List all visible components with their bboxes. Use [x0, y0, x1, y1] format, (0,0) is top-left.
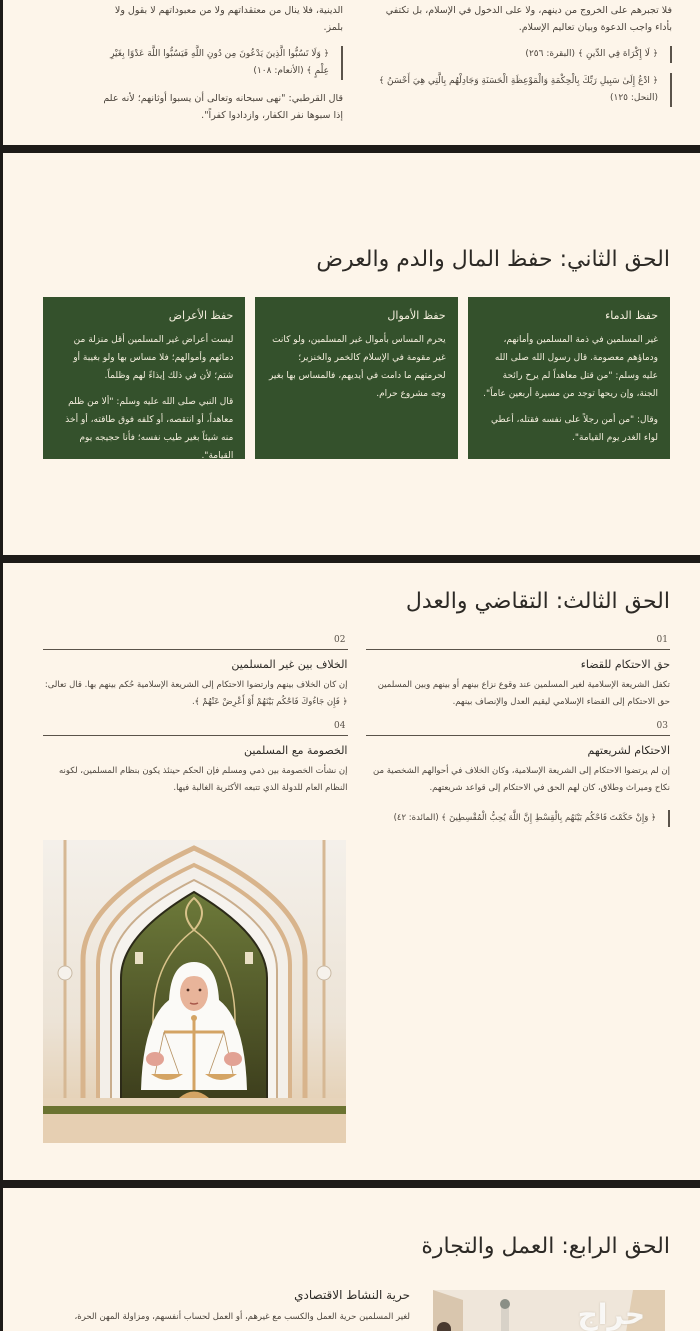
- item-heading: الخصومة مع المسلمين: [243, 744, 348, 757]
- card-text: ليست أعراض غير المسلمين أقل منزلة من دمائهم وأموالهم؛ فلا مساس بها ولو بغيبة أو شتم؛ لأن في ذلك إيذاءً لهم وظلماً.: [73, 335, 234, 381]
- card-heading: حفظ الأعراض: [168, 309, 234, 322]
- slide-litigation-and-justice: [3, 563, 700, 1180]
- slide-title: الحق الثالث: التقاضي والعدل: [405, 589, 670, 614]
- card-property: [255, 297, 457, 459]
- numbered-items-grid: [43, 635, 670, 797]
- numbered-item: [366, 721, 671, 797]
- card-text: يحرم المساس بأموال غير المسلمين، ولو كانت غير مقومة في الإسلام كالخمر والخنزير؛ لحرمتهم ما دامت في أيديهم، فالمساس بها بغير وجه مشروع حرام.: [268, 335, 446, 399]
- quran-quote: ﴿ وَإِنْ حَكَمْتَ فَاحْكُم بَيْنَهُم بِالْقِسْطِ إِنَّ اللَّهَ يُحِبُّ الْمُقْسِطِينَ ﴾ (المائدة: ٤٢): [394, 810, 670, 827]
- judge-with-scales-image: [43, 840, 346, 1143]
- cards-row: [43, 297, 670, 459]
- slide-title: الحق الثاني: حفظ المال والدم والعرض: [316, 247, 670, 272]
- item-number: 01: [366, 635, 671, 650]
- judge-illustration: [43, 840, 346, 1143]
- item-text: تكفل الشريعة الإسلامية لغير المسلمين عند وقوع نزاع بينهم أو بينهم وبين المسلمين حق الاحتكام إلى القضاء الإسلامي ليقيم العدل والإنصاف بينهم.: [377, 680, 670, 707]
- item-text: إن لم يرتضوا الاحتكام إلى الشريعة الإسلامية، وكان الخلاف في أحوالهم الشخصية من نكاح وميراث وطلاق، كان لهم الحق في الاحتكام إلى قواعد شريعتهم.: [372, 766, 670, 793]
- paragraph: الدينية، فلا ينال من معتقداتهم ولا من معبوداتهم لا بقول ولا بلمز.: [114, 5, 343, 33]
- body-text: لغير المسلمين حرية العمل والكسب مع غيرهم، أو العمل لحساب أنفسهم، ومزاولة المهن الحرة،: [74, 1312, 410, 1322]
- quran-quote: ﴿ ادْعُ إِلَىٰ سَبِيلِ رَبِّكَ بِالْحِكْمَةِ وَالْمَوْعِظَةِ الْحَسَنَةِ وَجَادِلْهُم بِالَّتِي هِيَ أَحْسَنُ ﴾ (النحل: ١٢٥): [372, 73, 672, 107]
- item-text: إن نشأت الخصومة بين ذمي ومسلم فإن الحكم حينئذ يكون بنظام المسلمين، لكونه النظام العام للدولة الذي تتبعه الأكثرية الغالبة فيها.: [58, 766, 348, 793]
- slide1-left-column: [93, 0, 343, 134]
- economic-freedom-block: [10, 1288, 410, 1322]
- quran-quote: ﴿ لَا إِكْرَاهَ فِي الدِّينِ ﴾ (البقرة: ٢٥٦): [372, 46, 672, 63]
- card-heading: حفظ الأموال: [387, 309, 446, 322]
- item-heading: حق الاحتكام للقضاء: [580, 658, 670, 671]
- numbered-item: [366, 635, 671, 711]
- subheading: حرية النشاط الاقتصادي: [294, 1288, 410, 1302]
- card-text: قال النبي صلى الله عليه وسلم: "ألا من ظلم معاهداً، أو انتقصه، أو كلفه فوق طاقته، أو أخذ منه شيئاً بغير طيب نفسه؛ فأنا حجيجه يوم القيامة".: [65, 397, 234, 461]
- item-text: إن كان الخلاف بينهم وارتضوا الاحتكام إلى الشريعة الإسلامية حُكم بينهم بها. قال تعالى: ﴿ فَإِن جَاءُوكَ فَاحْكُم بَيْنَهُمْ أَوْ أَعْرِضْ عَنْهُمْ ﴾.: [44, 680, 348, 707]
- card-honor: [43, 297, 245, 459]
- item-number: 03: [366, 721, 671, 736]
- item-number: 04: [43, 721, 348, 736]
- quran-quote: ﴿ وَلَا تَسُبُّوا الَّذِينَ يَدْعُونَ مِن دُونِ اللَّهِ فَيَسُبُّوا اللَّهَ عَدْوًا بِغَيْرِ عِلْمٍ ﴾ (الأنعام: ١٠٨): [93, 46, 343, 80]
- item-number: 02: [43, 635, 348, 650]
- slide-title: الحق الرابع: العمل والتجارة: [421, 1234, 670, 1259]
- qurtubi-note: قال القرطبي: "نهى سبحانه وتعالى أن يسبوا أوثانهم؛ لأنه علم إذا سبوها نفر الكفار، وازدادوا كفراً".: [103, 93, 343, 121]
- slide-work-and-trade: [3, 1188, 700, 1331]
- slide-divider: [0, 145, 700, 153]
- slide-protection-of-property-blood-honor: [3, 153, 700, 555]
- numbered-item: [43, 635, 348, 711]
- item-heading: الاحتكام لشريعتهم: [587, 744, 670, 757]
- slide1-right-column: [372, 0, 672, 117]
- marketplace-illustration: [433, 1290, 665, 1331]
- card-heading: حفظ الدماء: [605, 309, 658, 322]
- card-text: غير المسلمين في ذمة المسلمين وأمانهم، ودماؤهم معصومة. قال رسول الله صلى الله عليه وسلم: "من قتل معاهداً لم يرح رائحة الجنة، وإن ريحها توجد من مسيرة أربعين عاماً".: [483, 335, 658, 399]
- item-heading: الخلاف بين غير المسلمين: [231, 658, 348, 671]
- watermark: حراج: [577, 1298, 645, 1331]
- slide-right-to-belief: [3, 0, 700, 145]
- slide-divider: [0, 555, 700, 563]
- card-text: وقال: "من أمن رجلاً على نفسه فقتله، أعطي لواء الغدر يوم القيامة".: [490, 415, 658, 443]
- paragraph: فلا تجبرهم على الخروج من دينهم، ولا على الدخول في الإسلام، بل تكتفي بأداء واجب الدعوة وبيان تعاليم الإسلام.: [385, 5, 672, 33]
- card-blood: [468, 297, 670, 459]
- slide-divider: [0, 1180, 700, 1188]
- numbered-item: [43, 721, 348, 797]
